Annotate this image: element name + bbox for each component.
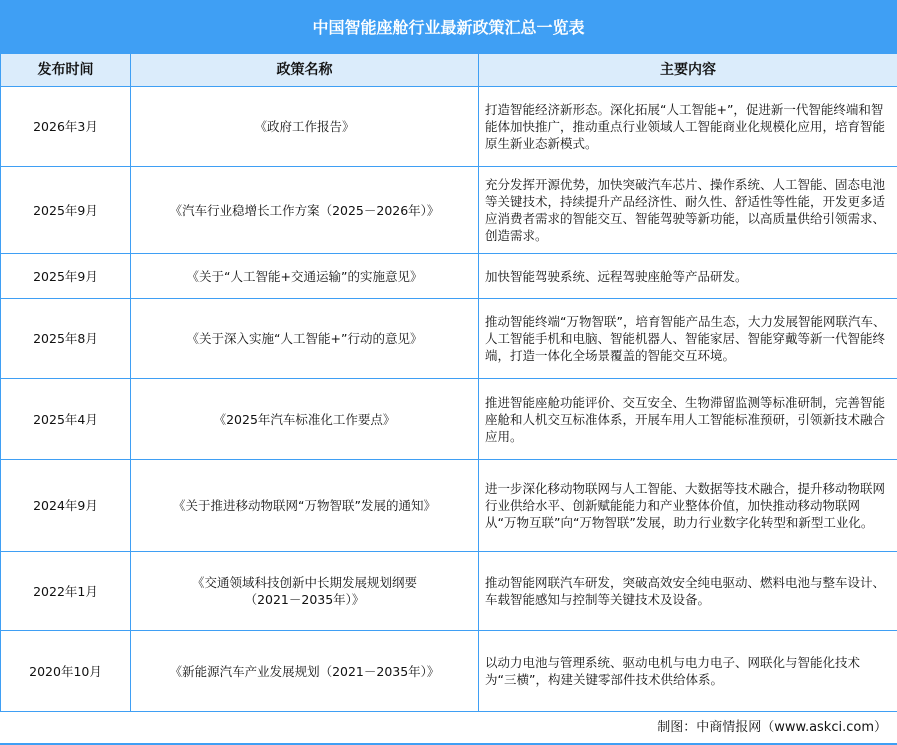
table-row <box>1 460 897 552</box>
row-policy-name: 《汽车行业稳增长工作方案（2025－2026年）》 <box>131 167 479 254</box>
row-content: 加快智能驾驶系统、远程驾驶座舱等产品研发。 <box>479 254 897 299</box>
header-name: 政策名称 <box>131 54 479 87</box>
table-row <box>1 167 897 254</box>
table-row <box>1 631 897 712</box>
source-credit: 制图：中商情报网（www.askci.com） <box>0 711 897 745</box>
row-content: 进一步深化移动物联网与人工智能、大数据等技术融合，提升移动物联网行业供给水平、创新赋能能力和产业整体价值，加快推动移动物联网从“万物互联”向“万物智联”发展，助力行业数字化转型和新型工业化。 <box>479 460 897 552</box>
row-date: 2025年4月 <box>1 379 131 460</box>
table-row <box>1 552 897 631</box>
row-content: 充分发挥开源优势，加快突破汽车芯片、操作系统、人工智能、固态电池等关键技术，持续提升产品经济性、耐久性、舒适性等性能，开发更多适应消费者需求的智能交互、智能驾驶等新功能，以高质量供给引领需求、创造需求。 <box>479 167 897 254</box>
header-content: 主要内容 <box>479 54 897 87</box>
row-policy-name: 《交通领域科技创新中长期发展规划纲要（2021－2035年）》 <box>131 552 479 631</box>
row-date: 2020年10月 <box>1 631 131 712</box>
row-policy-name: 《2025年汽车标准化工作要点》 <box>131 379 479 460</box>
row-content: 以动力电池与管理系统、驱动电机与电力电子、网联化与智能化技术为“三横”，构建关键零部件技术供给体系。 <box>479 631 897 712</box>
table-row <box>1 254 897 299</box>
header-date: 发布时间 <box>1 54 131 87</box>
row-content: 推动智能网联汽车研发，突破高效安全纯电驱动、燃料电池与整车设计、车载智能感知与控制等关键技术及设备。 <box>479 552 897 631</box>
row-date: 2025年8月 <box>1 299 131 379</box>
row-date: 2026年3月 <box>1 87 131 167</box>
row-date: 2022年1月 <box>1 552 131 631</box>
table-row <box>1 299 897 379</box>
row-policy-name: 《关于推进移动物联网“万物智联”发展的通知》 <box>131 460 479 552</box>
row-date: 2025年9月 <box>1 254 131 299</box>
row-policy-name: 《新能源汽车产业发展规划（2021－2035年）》 <box>131 631 479 712</box>
row-content: 推进智能座舱功能评价、交互安全、生物滞留监测等标准研制，完善智能座舱和人机交互标准体系，开展车用人工智能标准预研，引领新技术融合应用。 <box>479 379 897 460</box>
row-date: 2024年9月 <box>1 460 131 552</box>
policy-table <box>0 53 897 712</box>
row-policy-name: 《关于深入实施“人工智能+”行动的意见》 <box>131 299 479 379</box>
table-row <box>1 379 897 460</box>
row-date: 2025年9月 <box>1 167 131 254</box>
header-row <box>1 54 897 87</box>
table-row <box>1 87 897 167</box>
row-content: 打造智能经济新形态。深化拓展“人工智能+”，促进新一代智能终端和智能体加快推广，推动重点行业领域人工智能商业化规模化应用，培育智能原生新业态新模式。 <box>479 87 897 167</box>
row-policy-name: 《政府工作报告》 <box>131 87 479 167</box>
table-title: 中国智能座舱行业最新政策汇总一览表 <box>0 0 897 53</box>
row-content: 推动智能终端“万物智联”，培育智能产品生态，大力发展智能网联汽车、人工智能手机和电脑、智能机器人、智能家居、智能穿戴等新一代智能终端，打造一体化全场景覆盖的智能交互环境。 <box>479 299 897 379</box>
row-policy-name: 《关于“人工智能+交通运输”的实施意见》 <box>131 254 479 299</box>
